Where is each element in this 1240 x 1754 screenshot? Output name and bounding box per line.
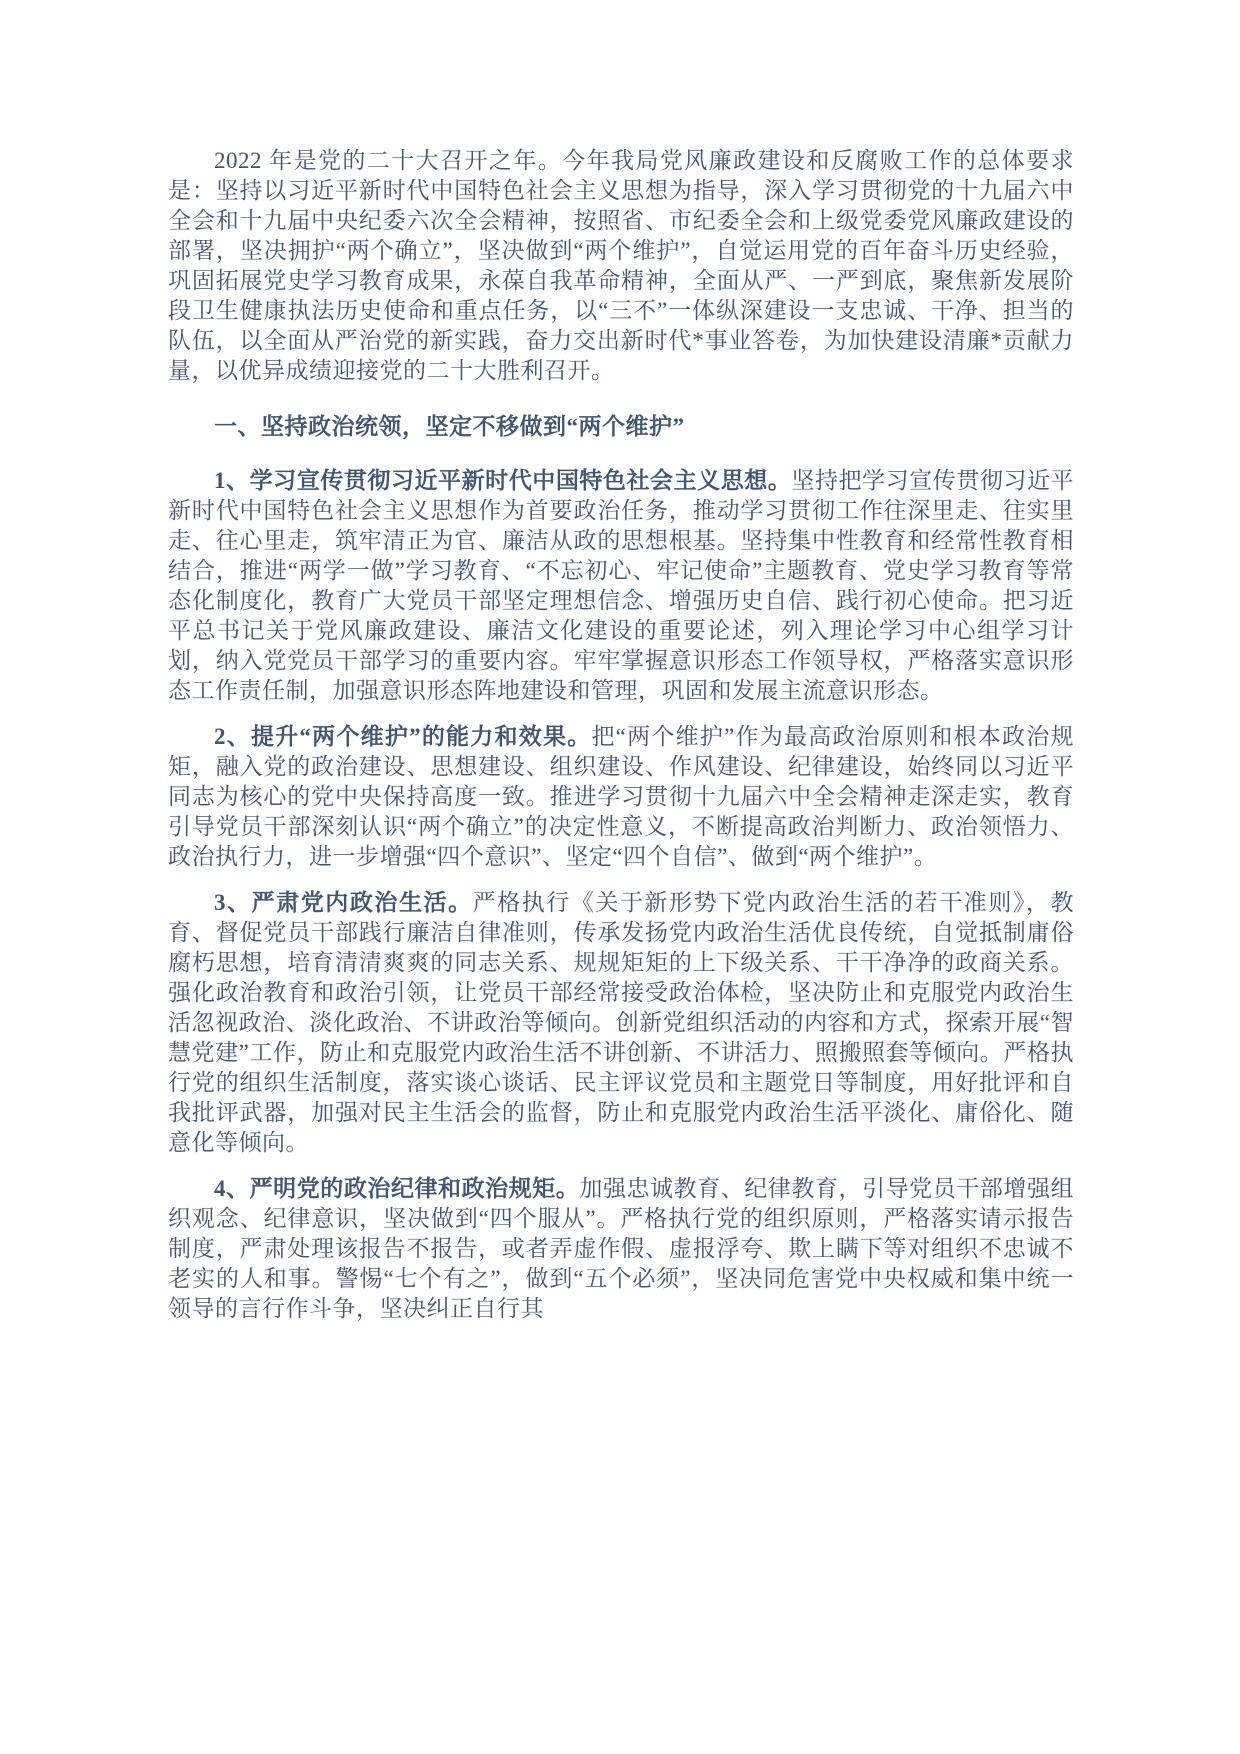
paragraph: 1、学习宣传贯彻习近平新时代中国特色社会主义思想。坚持把学习宣传贯彻习近平新时代中国特色社会主义思想作为首要政治任务，推动学习贯彻工作往深里走、往实里走、往心里走，筑牢清正为官、廉洁从政的思想根基。坚持集中性教育和经常性教育相结合，推进“两学一做”学习教育、“不忘初心、牢记使命”主题教育、党史学习教育等常态化制度化，教育广大党员干部坚定理想信念、增强历史自信、践行初心使命。把习近平总书记关于党风廉政建设、廉洁文化建设的重要论述，列入理论学习中心组学习计划，纳入党党员干部学习的重要内容。牢牢掌握意识形态工作领导权，严格落实意识形态工作责任制，加强意识形态阵地建设和管理，巩固和发展主流意识形态。 bbox=[168, 468, 1075, 703]
paragraph-lead: 2、提升“两个维护”的能力和效果。 bbox=[214, 724, 592, 749]
paragraph-lead: 4、严明党的政治纪律和政治规矩。 bbox=[214, 1176, 580, 1201]
document-content bbox=[168, 146, 1074, 1324]
paragraph: 2022 年是党的二十大召开之年。今年我局党风廉政建设和反腐败工作的总体要求是：坚持以习近平新时代中国特色社会主义思想为指导，深入学习贯彻党的十九届六中全会和十九届中央纪委六次全会精神，按照省、市纪委全会和上级党委党风廉政建设的部署，坚决拥护“两个确立”，坚决做到“两个维护”，自觉运用党的百年奋斗历史经验，巩固拓展党史学习教育成果，永葆自我革命精神，全面从严、一严到底，聚焦新发展阶段卫生健康执法历史使命和重点任务，以“三不”一体纵深建设一支忠诚、干净、担当的队伍，以全面从严治党的新实践，奋力交出新时代*事业答卷，为加快建设清廉*贡献力量，以优异成绩迎接党的二十大胜利召开。 bbox=[168, 148, 1074, 383]
paragraph: 4、严明党的政治纪律和政治规矩。加强忠诚教育、纪律教育，引导党员干部增强组织观念、纪律意识，坚决做到“四个服从”。严格执行党的组织原则，严格落实请示报告制度，严肃处理该报告不报告，或者弄虚作假、虚报浮夸、欺上瞒下等对组织不忠诚不老实的人和事。警惕“七个有之”，做到“五个必须”，坚决同危害党中央权威和集中统一领导的言行作斗争，坚决纠正自行其 bbox=[168, 1176, 1075, 1321]
paragraph: 2、提升“两个维护”的能力和效果。把“两个维护”作为最高政治原则和根本政治规矩，融入党的政治建设、思想建设、组织建设、作风建设、纪律建设，始终同以习近平同志为核心的党中央保持高度一致。推进学习贯彻十九届六中全会精神走深走实，教育引导党员干部深刻认识“两个确立”的决定性意义，不断提高政治判断力、政治领悟力、政治执行力，进一步增强“四个意识”、坚定“四个自信”、做到“两个维护”。 bbox=[168, 724, 1075, 869]
paragraph-lead: 1、学习宣传贯彻习近平新时代中国特色社会主义思想。 bbox=[214, 468, 792, 493]
section-heading: 一、坚持政治统领，坚定不移做到“两个维护” bbox=[214, 414, 685, 439]
paragraph-lead: 3、严肃党内政治生活。 bbox=[214, 890, 473, 915]
paragraph: 3、严肃党内政治生活。严格执行《关于新形势下党内政治生活的若干准则》，教育、督促党员干部践行廉洁自律准则，传承发扬党内政治生活优良传统，自觉抵制庸俗腐朽思想，培育清清爽爽的同志关系、规规矩矩的上下级关系、干干净净的政商关系。强化政治教育和政治引领，让党员干部经常接受政治体检，坚决防止和克服党内政治生活忽视政治、淡化政治、不讲政治等倾向。创新党组织活动的内容和方式，探索开展“智慧党建”工作，防止和克服党内政治生活不讲创新、不讲活力、照搬照套等倾向。严格执行党的组织生活制度，落实谈心谈话、民主评议党员和主题党日等制度，用好批评和自我批评武器，加强对民主生活会的监督，防止和克服党内政治生活平淡化、庸俗化、随意化等倾向。 bbox=[168, 890, 1075, 1155]
